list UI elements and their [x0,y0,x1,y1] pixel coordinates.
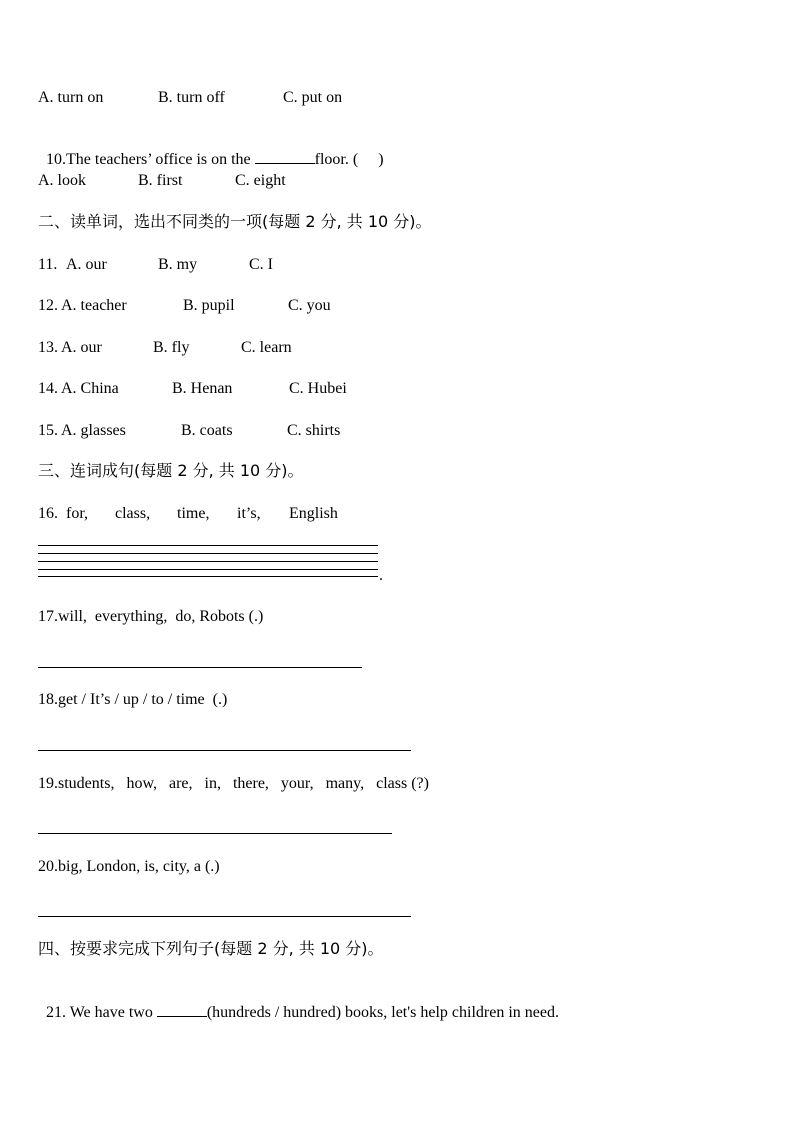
q16-word: for, [66,505,89,522]
q11-option-a: A. our [66,256,107,273]
question-17: 17.will, everything, do, Robots (.) [38,608,264,625]
q11-option-c: C. I [249,256,273,273]
q12-option-a: A. teacher [61,297,127,314]
q10-suffix: floor. ( ) [314,151,384,168]
q10-blank [255,163,315,164]
q16-answer-line[interactable] [38,576,378,577]
q13-number: 13. [38,339,58,356]
q16-answer-line[interactable] [38,569,378,570]
question-19: 19.students, how, are, in, there, your, many, class (?) [38,775,429,792]
q9-option-c: C. put on [283,89,343,106]
q16-answer-line[interactable] [38,545,378,546]
q16-answer-line[interactable] [38,561,378,562]
q12-option-b: B. pupil [183,297,235,314]
q9-option-b: B. turn off [158,89,225,106]
q21-suffix: (hundreds / hundred) books, let's help children in need. [206,1004,559,1021]
q15-option-c: C. shirts [287,422,341,439]
q16-word: class, [115,505,151,522]
q11-number: 11. [38,256,62,273]
q21-blank[interactable] [157,1016,207,1017]
q18-answer-line[interactable] [38,750,411,751]
question-20: 20.big, London, is, city, a (.) [38,858,220,875]
q15-option-b: B. coats [181,422,233,439]
question-10 [38,130,384,170]
q21-prefix: 21. We have two [46,1004,157,1021]
q12-number: 12. [38,297,58,314]
question-18: 18.get / It’s / up / to / time (.) [38,691,228,708]
q12-option-c: C. you [288,297,331,314]
q11-option-b: B. my [158,256,198,273]
q14-option-b: B. Henan [172,380,233,397]
section-3-heading: 三、连词成句(每题 2 分, 共 10 分)。 [38,461,304,480]
q14-option-c: C. Hubei [289,380,347,397]
q16-period: . [379,567,383,584]
q19-answer-line[interactable] [38,833,392,834]
section-2-heading: 二、读单词，选出不同类的一项(每题 2 分, 共 10 分)。 [38,212,432,231]
q16-word: it’s, [237,505,261,522]
q10-option-c: C. eight [235,172,286,189]
q15-option-a: A. glasses [61,422,126,439]
q17-answer-line[interactable] [38,667,362,668]
q13-option-a: A. our [61,339,102,356]
q14-number: 14. [38,380,58,397]
q13-option-c: C. learn [241,339,292,356]
q10-prefix: 10.The teachers’ office is on the [46,151,255,168]
q16-number: 16. [38,505,58,522]
question-21 [38,983,559,1023]
q16-word: English [289,505,338,522]
q9-option-a: A. turn on [38,89,104,106]
q20-answer-line[interactable] [38,916,411,917]
q15-number: 15. [38,422,58,439]
q10-option-a: A. look [38,172,86,189]
q16-word: time, [177,505,210,522]
q13-option-b: B. fly [153,339,190,356]
q14-option-a: A. China [61,380,119,397]
q10-option-b: B. first [138,172,183,189]
q16-answer-line[interactable] [38,553,378,554]
section-4-heading: 四、按要求完成下列句子(每题 2 分, 共 10 分)。 [38,939,384,958]
